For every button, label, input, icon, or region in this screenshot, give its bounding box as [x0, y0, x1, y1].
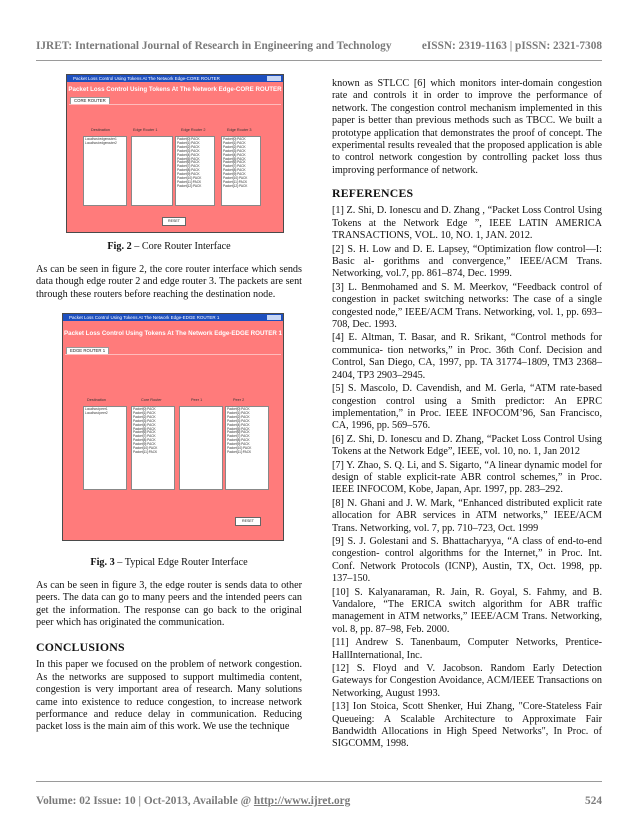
list-item[interactable]: Packet[10]:PACK	[133, 446, 158, 451]
references-heading: REFERENCES	[332, 186, 414, 200]
list-item[interactable]: Packet[3]:PACK	[133, 418, 156, 423]
conclusions-text: In this paper we focused on the problem of network congestion. As the networks are supposed to support multimedia content, congestion is very important area of research. Many solutions came into existence to reduce congestion, to increase network performance and reduce delay in communication. Reducing packet loss is the main aim of this work. We use the technique	[36, 659, 302, 733]
fig3-window-title: Packet Loss Control Using Tokens At The Network Edge-EDGE ROUTER 1	[69, 315, 220, 320]
fig2-destination-list[interactable]	[83, 136, 127, 206]
reference-item: [8] N. Ghani and J. W. Mark, “Enhanced distributed explicit rate allocation for ABR services in ATM networks,” IEEE/ACM Trans. Networking, vol. 7, pp. 710–723, Oct. 1999	[332, 497, 602, 534]
fig3-peer1-list[interactable]	[179, 406, 223, 490]
fig2-edge1-list[interactable]	[131, 136, 173, 206]
list-item[interactable]: Localhost:edgerouter2	[85, 140, 117, 145]
fig2-col-destination: Destination	[91, 128, 110, 132]
list-item[interactable]: Packet[4]:PACK	[133, 422, 156, 427]
list-item[interactable]: Packet[11]:PACK	[227, 449, 252, 454]
fig3-window-titlebar	[63, 314, 283, 321]
window-controls-icon	[267, 76, 281, 81]
reference-item: [12] S. Floyd and V. Jacobson. Random Early Detection Gateways for Congestion Avoidance, ACM/IEEE Transactions on Networking, August 1993.	[332, 663, 602, 699]
list-item[interactable]: Packet[6]:PACK	[133, 430, 156, 435]
list-item[interactable]: Localhost:edgerouter1	[85, 137, 117, 141]
list-item[interactable]: Packet[3]:PACK	[227, 418, 250, 423]
fig3-core-router-list[interactable]	[131, 406, 175, 490]
fig3-caption-label: Fig. 3	[90, 557, 115, 568]
fig2-col-edge3: Edge Router 3	[227, 128, 252, 132]
list-item[interactable]: Localhost:peer2	[85, 410, 108, 415]
fig2-col-edge1: Edge Router 1	[133, 128, 158, 132]
list-item[interactable]: Packet[7]:PACK	[223, 164, 246, 169]
fig2-col-edge2: Edge Router 2	[181, 128, 206, 132]
fig3-app-title: Packet Loss Control Using Tokens At The Network Edge-EDGE ROUTER 1	[64, 330, 282, 337]
issn: eISSN: 2319-1163 | pISSN: 2321-7308	[421, 40, 602, 52]
fig3-col-core-router: Core Router	[141, 398, 162, 402]
tab-edge-router-1[interactable]: EDGE ROUTER 1	[66, 347, 109, 355]
fig2-screenshot	[66, 74, 284, 233]
fig2-caption	[36, 241, 302, 253]
list-item[interactable]: Packet[5]:PACK	[133, 426, 156, 431]
list-item[interactable]: Packet[9]:PACK	[227, 442, 250, 447]
list-item[interactable]: Packet[8]:PACK	[133, 438, 156, 443]
running-footer	[36, 795, 602, 807]
fig3-destination-list[interactable]	[83, 406, 127, 490]
fig3-peer2-list[interactable]	[225, 406, 269, 490]
list-item[interactable]: Packet[11]:PACK	[223, 179, 248, 184]
footer-volume: Volume: 02 Issue: 10 | Oct-2013, Available @	[36, 795, 254, 807]
reference-item: [10] S. Kalyanaraman, R. Jain, R. Goyal, S. Fahmy, and B. Vandalore, “The ERICA switch algorithm for ABR traffic management in ATM networks,” IEEE/ACM Trans. Networking, vol. 8, pp. 87–98, Feb. 2000.	[332, 586, 602, 635]
journal-name: IJRET: International Journal of Research in Engineering and Technology	[36, 40, 392, 52]
fig3-col-peer2: Peer 2	[233, 398, 245, 402]
list-item[interactable]: Packet[7]:PACK	[177, 164, 200, 169]
fig2-edge3-list[interactable]	[221, 136, 261, 206]
reference-item: [3] L. Benmohamed and S. M. Meerkov, “Feedback control of congestion in packet switching networks: The case of a single congested node,” IEEE/ACM Trans. Networking, vol. 1, pp. 693–708, Dec. 1993.	[332, 281, 602, 331]
reference-item: [1] Z. Shi, D. Ionescu and D. Zhang , “Packet Loss Control Using Tokens at the Network Edge ”, IEEE LATIN AMERICA TRANSACTIONS, VOL. 10, NO. 1, JAN. 2012.	[332, 205, 602, 242]
window-controls-icon	[267, 315, 281, 320]
list-item[interactable]: Localhost:peer1	[85, 407, 108, 411]
left-paragraph-1: As can be seen in figure 2, the core router interface which sends data though edge router 2 and edge router 3. The packets are sent through these routers before reaching the destination node.	[36, 264, 302, 300]
list-item[interactable]: Packet[8]:PACK	[227, 438, 250, 443]
list-item[interactable]: Packet[1]:PACK	[227, 410, 250, 415]
references-section	[332, 187, 602, 752]
list-item[interactable]: Packet[8]:PACK	[223, 168, 246, 173]
list-item[interactable]: Packet[4]:PACK	[223, 152, 246, 157]
fig2-window-title: Packet Loss Control Using Tokens At The Network Edge-CORE ROUTER	[73, 76, 220, 81]
page-number: 524	[585, 795, 602, 807]
list-item[interactable]: Packet[1]:PACK	[133, 410, 156, 415]
conclusions-heading: CONCLUSIONS	[36, 640, 125, 654]
reference-item: [7] Y. Zhao, S. Q. Li, and S. Sigarto, “A linear dynamic model for design of stable explicit-rate ABR control schemes,” in Proc. IEEE INFOCOM, Kobe, Japan, Apr. 1997, pp. 283–292.	[332, 459, 602, 496]
list-item[interactable]: Packet[5]:PACK	[177, 156, 200, 161]
list-item[interactable]: Packet[2]:PACK	[223, 144, 246, 149]
reference-item: [13] Ion Stoica, Scott Shenker, Hui Zhang, "Core-Stateless Fair Queueing: A Scalable Architecture to Approximate Fair Bandwidth Allocations in High Speed Networks", In Proc. of SIGCOMM, 1998.	[332, 701, 602, 750]
list-item[interactable]: Packet[0]:PACK	[227, 407, 250, 411]
list-item[interactable]: Packet[6]:PACK	[223, 160, 246, 165]
list-item[interactable]: Packet[2]:PACK	[177, 144, 200, 149]
running-header	[36, 40, 602, 52]
fig2-app-title: Packet Loss Control Using Tokens At The Network Edge-CORE ROUTER	[68, 86, 282, 93]
fig3-reset-button[interactable]: RESET	[235, 517, 261, 526]
list-item[interactable]: Packet[3]:PACK	[223, 148, 246, 153]
fig2-edge2-list[interactable]	[175, 136, 215, 206]
list-item[interactable]: Packet[8]:PACK	[177, 168, 200, 173]
fig3-col-peer1: Peer 1	[191, 398, 203, 402]
fig3-col-destination: Destination	[87, 398, 106, 402]
list-item[interactable]: Packet[10]:PACK	[223, 176, 248, 181]
fig3-caption	[36, 557, 302, 569]
list-item[interactable]: Packet[0]:PACK	[133, 407, 156, 411]
list-item[interactable]: Packet[2]:PACK	[133, 414, 156, 419]
header-rule	[36, 60, 602, 61]
reference-item: [9] S. J. Golestani and S. Bhattacharyya, “A class of end-to-end congestion- control algorithms for the Internet,” in Proc. Int. Conf. Network Protocols (ICNP), Austin, TX, Oct. 1998, pp. 137–150.	[332, 535, 602, 585]
list-item[interactable]: Packet[4]:PACK	[227, 422, 250, 427]
list-item[interactable]: Packet[10]:PACK	[177, 176, 202, 181]
list-item[interactable]: Packet[11]:PACK	[133, 449, 158, 454]
reference-item: [2] S. H. Low and D. E. Lapsey, “Optimization flow control—I: Basic al- gorithms and convergence,” IEEE/ACM Trans. Networking, vol.7, pp. 861–874, Dec. 1999.	[332, 243, 602, 280]
list-item[interactable]: Packet[3]:PACK	[177, 148, 200, 153]
reference-item: [5] S. Mascolo, D. Cavendish, and M. Gerla, “ATM rate-based congestion control using a Smith predictor: An EPRC implementation,” in Proc. IEEE INFOCOM’96, San Francisco, CA, 1996, pp. 569–576.	[332, 383, 602, 432]
list-item[interactable]: Packet[6]:PACK	[177, 160, 200, 165]
list-item[interactable]: Packet[12]:PACK	[223, 183, 248, 188]
list-item[interactable]: Packet[5]:PACK	[227, 426, 250, 431]
list-item[interactable]: Packet[9]:PACK	[177, 172, 200, 177]
list-item[interactable]: Packet[1]:PACK	[177, 140, 200, 145]
fig2-caption-text: – Core Router Interface	[131, 241, 231, 252]
list-item[interactable]: Packet[0]:PACK	[223, 137, 246, 141]
list-item[interactable]: Packet[7]:PACK	[227, 434, 250, 439]
fig2-caption-label: Fig. 2	[107, 241, 132, 252]
conclusions-section	[36, 641, 302, 734]
list-item[interactable]: Packet[11]:PACK	[177, 179, 202, 184]
reference-item: [11] Andrew S. Tanenbaum, Computer Networks, Prentice-HallInternational, Inc.	[332, 637, 602, 661]
right-paragraph: known as STLCC [6] which monitors inter-domain congestion rate and controls it in order to improve the performance of network. The congestion control mechanism implemented in this paper is better than previous methods such as TBCC. We built a prototype application that demonstrates the proof of concept. The experimental results revealed that the proposed application is able to control network congestion by controlling packet loss thus improving performance of network.	[332, 78, 602, 176]
list-item[interactable]: Packet[12]:PACK	[177, 183, 202, 188]
list-item[interactable]: Packet[4]:PACK	[177, 152, 200, 157]
list-item[interactable]: Packet[5]:PACK	[223, 156, 246, 161]
tab-core-router[interactable]: CORE ROUTER	[70, 97, 110, 105]
fig2-reset-button[interactable]: RESET	[162, 217, 186, 226]
list-item[interactable]: Packet[9]:PACK	[133, 442, 156, 447]
list-item[interactable]: Packet[6]:PACK	[227, 430, 250, 435]
list-item[interactable]: Packet[0]:PACK	[177, 137, 200, 141]
fig3-screenshot	[62, 313, 284, 541]
list-item[interactable]: Packet[10]:PACK	[227, 446, 252, 451]
list-item[interactable]: Packet[7]:PACK	[133, 434, 156, 439]
reference-item: [4] E. Altman, T. Basar, and R. Srikant, “Control methods for communica- tion networks,” in Proc. 36th Conf. Decision and Control, San Diego, CA, 1997, pp. TA 31774–1809, TM3 2368–2404, TP3 2903–2945.	[332, 332, 602, 381]
fig2-window-titlebar	[67, 75, 283, 82]
reference-item: [6] Z. Shi, D. Ionescu and D. Zhang, “Packet Loss Control Using Tokens at the Network Edge”, IEEE, vol. 10, no. 1, Jan 2012	[332, 433, 602, 458]
left-paragraph-2: As can be seen in figure 3, the edge router is sends data to other peers. The data can go to many peers and the intended peers can get the information. The response can go back to the original peer which has originated the communication.	[36, 580, 302, 629]
list-item[interactable]: Packet[1]:PACK	[223, 140, 246, 145]
list-item[interactable]: Packet[2]:PACK	[227, 414, 250, 419]
footer-url-link[interactable]: http://www.ijret.org	[253, 795, 351, 807]
list-item[interactable]: Packet[9]:PACK	[223, 172, 246, 177]
footer-rule	[36, 781, 602, 782]
fig3-caption-text: – Typical Edge Router Interface	[114, 557, 248, 568]
